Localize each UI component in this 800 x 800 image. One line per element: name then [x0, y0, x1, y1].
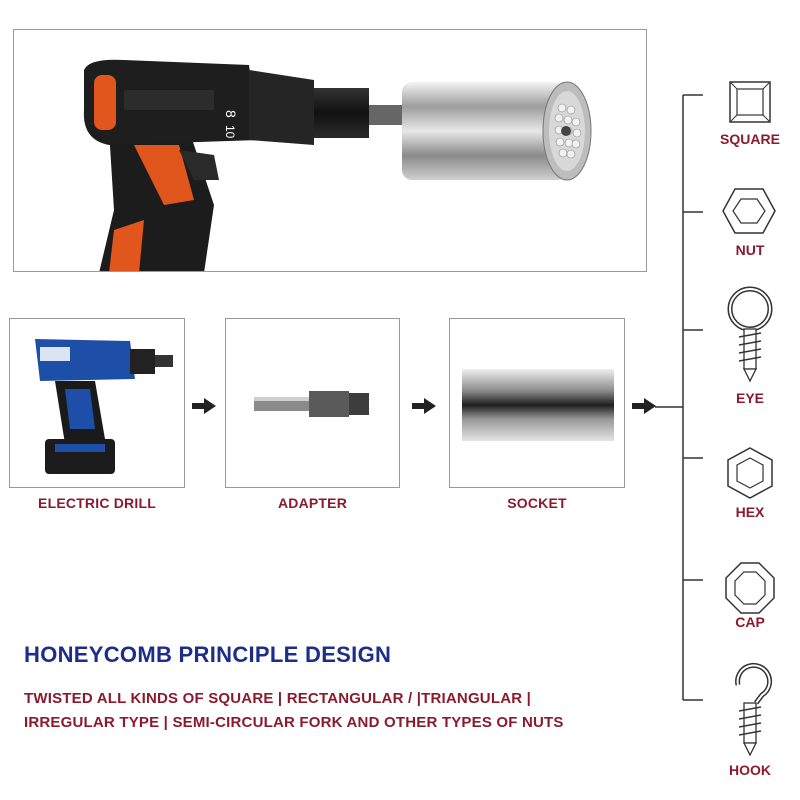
- cap-nut-icon: [722, 560, 778, 616]
- square-nut-icon: [726, 78, 774, 126]
- shape-label-hex: HEX: [735, 504, 765, 520]
- branch-connector: [655, 90, 705, 710]
- flow-arrow-icon: [190, 398, 220, 414]
- flow-arrow-icon: [410, 398, 440, 414]
- electric-drill-image: [9, 318, 185, 488]
- hex-nut-icon: [721, 185, 777, 237]
- step-label-electric-drill: ELECTRIC DRILL: [38, 495, 156, 511]
- adapter-image: [225, 318, 400, 488]
- eye-screw-icon: [722, 285, 778, 385]
- shape-label-nut: NUT: [735, 242, 765, 258]
- hook-screw-icon: [722, 655, 778, 759]
- shape-label-hook: HOOK: [729, 762, 771, 778]
- hero-product-photo: [13, 29, 647, 272]
- step-label-socket: SOCKET: [507, 495, 567, 511]
- socket-image: [449, 318, 625, 488]
- hex-bolt-icon: [723, 446, 777, 500]
- electric-drill-icon: [10, 319, 185, 488]
- description-line-1: TWISTED ALL KINDS OF SQUARE | RECTANGULAR / |TRIANGULAR |: [24, 690, 532, 707]
- drill-with-socket-illustration: [14, 30, 647, 272]
- description-line-2: IRREGULAR TYPE | SEMI-CIRCULAR FORK AND OTHER TYPES OF NUTS: [24, 714, 564, 731]
- headline: HONEYCOMB PRINCIPLE DESIGN: [24, 642, 392, 667]
- adapter-icon: [226, 319, 400, 488]
- socket-side-icon: [450, 319, 625, 488]
- shape-label-square: SQUARE: [720, 131, 780, 147]
- svg-text:10: 10: [223, 125, 237, 139]
- step-label-adapter: ADAPTER: [277, 495, 348, 511]
- shape-label-eye: EYE: [735, 390, 764, 406]
- shape-label-cap: CAP: [735, 614, 765, 630]
- svg-text:8: 8: [223, 110, 239, 118]
